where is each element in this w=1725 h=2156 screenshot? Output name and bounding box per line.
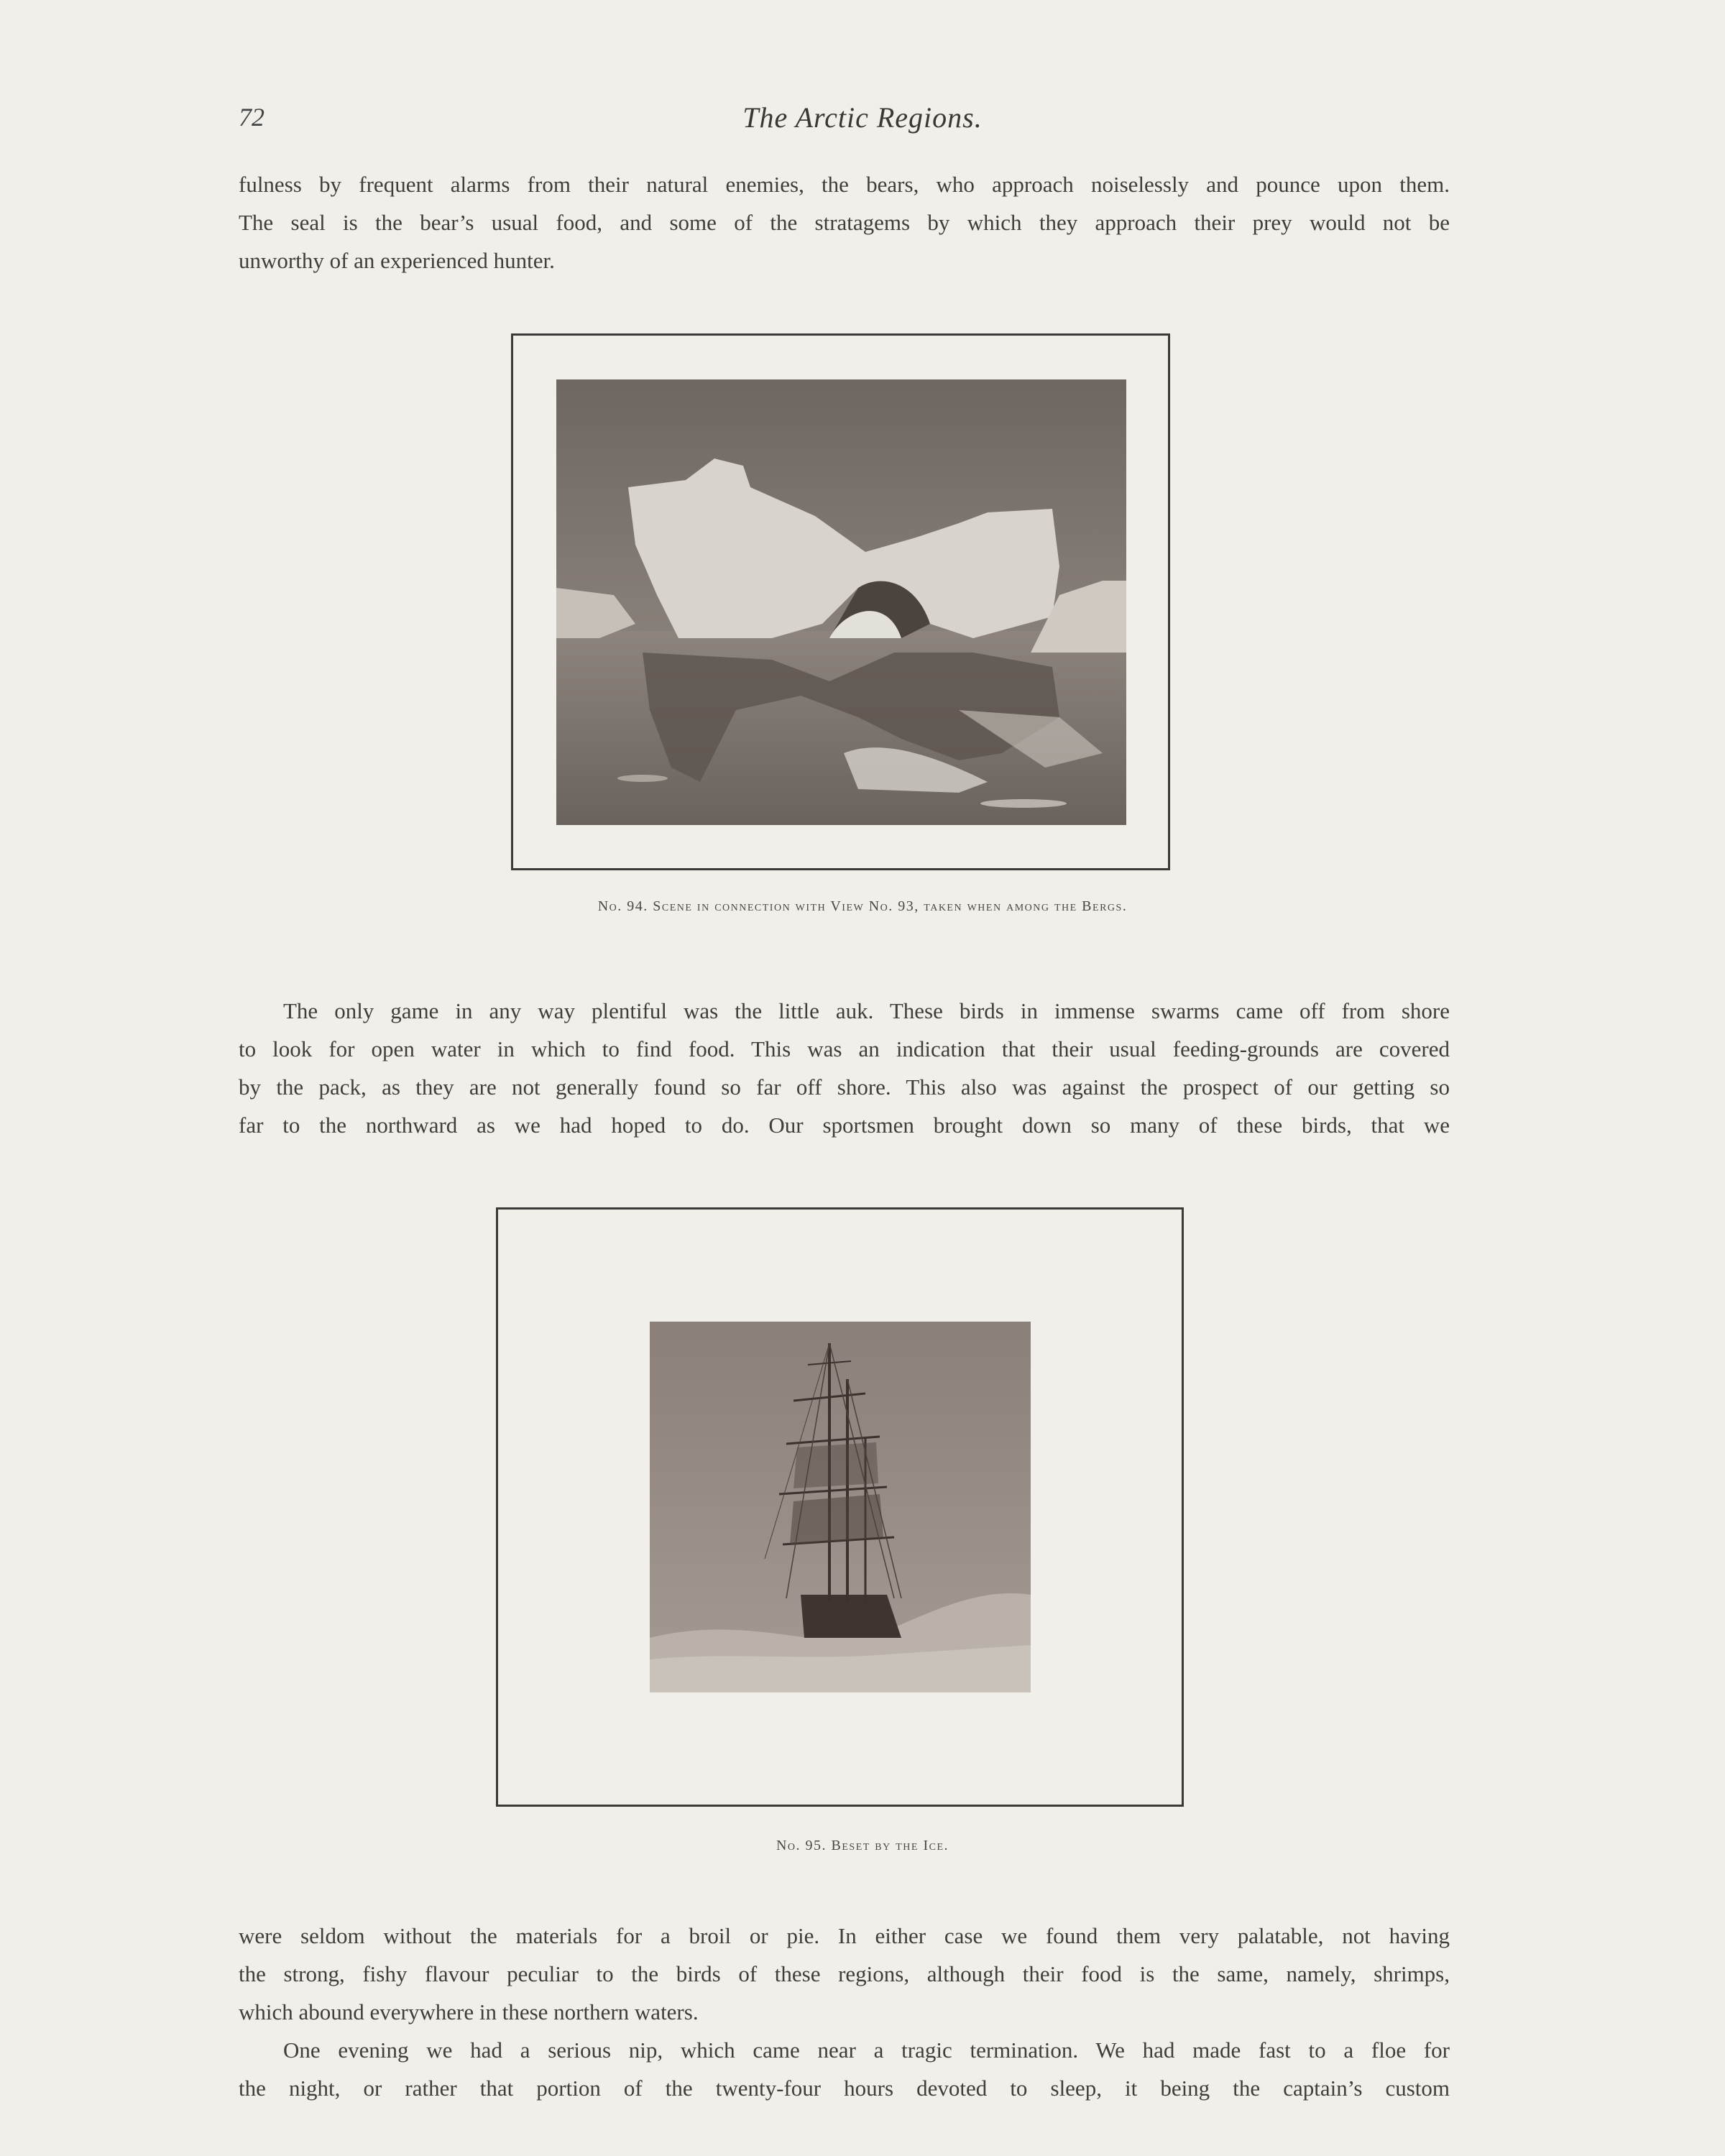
text-line: The only game in any way plentiful was the little auk. These birds in immense swarms came off from shore [283,998,1450,1023]
text-line: unworthy of an experienced hunter. [239,248,555,273]
paragraph-3 [239,1917,1450,2031]
paragraph-1 [239,165,1450,280]
text-line: which abound everywhere in these northern waters. [239,1999,699,2024]
plate-caption-94: No. 94. Scene in connection with View No. 93, taken when among the Bergs. [597,898,1128,914]
plate-caption-95: No. 95. Beset by the Ice. [776,1838,949,1853]
text-line: far to the northward as we had hoped to do. Our sportsmen brought down so many of these birds, that we [239,1112,1450,1138]
running-title: The Arctic Regions. [742,101,983,134]
text-line: fulness by frequent alarms from their natural enemies, the bears, who approach noiselessly and pounce upon them. [239,172,1450,197]
text-line: were seldom without the materials for a broil or pie. In either case we found them very palatable, not having [239,1923,1450,1948]
ship-in-ice-photo [650,1322,1031,1692]
text-line: The seal is the bear’s usual food, and some of the stratagems by which they approach their prey would not be [239,210,1450,235]
paragraph-4 [239,2031,1450,2107]
text-line: One evening we had a serious nip, which came near a tragic termination. We had made fast to a floe for [283,2037,1450,2063]
text-line: the night, or rather that portion of the twenty-four hours devoted to sleep, it being the captain’s custom [239,2076,1450,2101]
page-number: 72 [239,103,264,132]
text-line: by the pack, as they are not generally found so far off shore. This also was against the prospect of our getting so [239,1074,1450,1100]
text-line: the strong, fishy flavour peculiar to the birds of these regions, although their food is the same, namely, shrimps, [239,1961,1450,1986]
text-line: to look for open water in which to find food. This was an indication that their usual feeding-grounds are covered [239,1036,1450,1061]
iceberg-arch-photo [556,379,1126,825]
paragraph-2 [239,992,1450,1144]
